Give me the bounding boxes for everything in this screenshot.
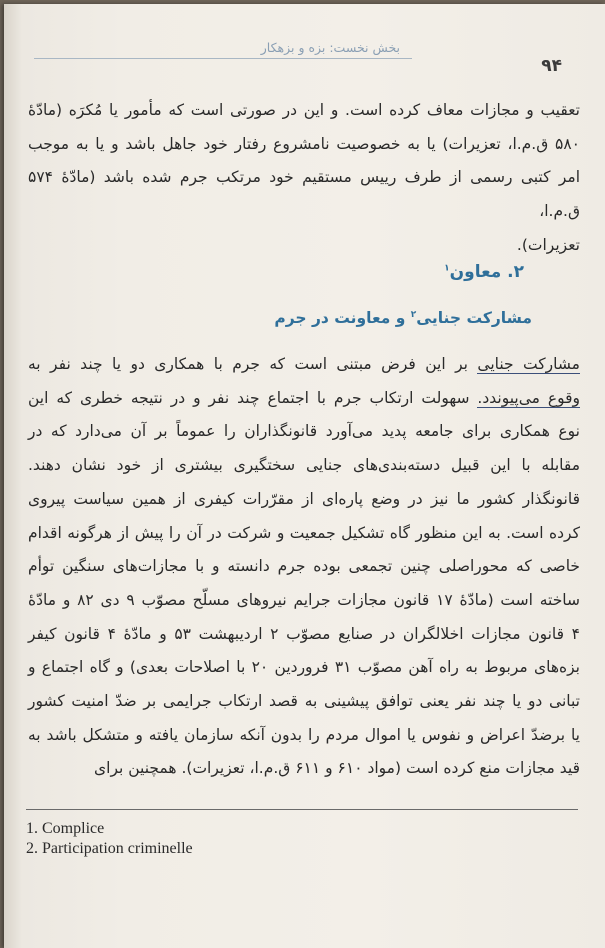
subsection-heading (244, 309, 532, 327)
text-line: کرده است. به این منظور گاه تشکیل جمعیت و شرکت در آن را پیش از هرگونه اقدام (28, 523, 580, 542)
header-rule (34, 58, 412, 59)
subsection-heading-part2: و معاونت در جرم (274, 309, 406, 327)
text-line: تبانی دو یا چند نفر یعنی توافق پیشینی به قصد ارتکاب جرایمی بر ضدّ امنیت کشور (28, 692, 580, 711)
top-paragraph (28, 94, 580, 263)
footnote-1: 1. Complice (26, 820, 105, 837)
text-line: نوع همکاری برای جامعه پدید می‌آورد قانونگذاران را عموماً بر آن می‌دارد که در (28, 422, 580, 441)
text-line: امر کتبی رسمی از طرف رییس مستقیم خود مرتکب جرم شده باشد (مادّهٔ ۵۷۴ ق.م.ا، (28, 168, 580, 221)
text-line (28, 382, 580, 416)
text-segment: سهولت ارتکاب جرم با اجتماع چند نفر و در نتیجه خطری که این (28, 388, 470, 407)
text-line: تعقیب و مجازات معاف کرده است. و این در صورتی است که مأمور یا مُکرَه (مادّهٔ (28, 101, 580, 119)
underlined-phrase: وقوع می‌پیوندد. (477, 388, 580, 407)
footnote-ref: ۲ (410, 309, 417, 320)
section-heading (304, 262, 524, 282)
footnote-ref: ۱ (444, 263, 450, 274)
footnotes (26, 819, 426, 859)
text-line: خاصی که محوراصلی چنین تجمعی بوده جرم دانسته و با مجازات‌های سنگین توأم (28, 557, 580, 576)
underlined-phrase: مشارکت جنایی (477, 355, 580, 373)
footnote-2: 2. Participation criminelle (26, 840, 193, 857)
running-head: بخش نخست: بزه و بزهکار (260, 40, 400, 55)
book-page (4, 4, 605, 948)
body-paragraph (28, 348, 580, 786)
page-number: ۹۴ (541, 56, 562, 76)
section-heading-text: ۲. معاون (449, 262, 524, 282)
text-segment: بر این فرض مبتنی است که جرم با همکاری دو یا چند نفر به (28, 355, 468, 373)
text-line: یا برضدّ اعراض و نفوس یا اموال مردم را بدون آنکه سازمان یافته و متشکل باشد به (28, 725, 580, 744)
text-line: ۴ قانون مجازات اخلالگران در صنایع مصوّب ۲ اردیبهشت ۵۳ و مادّهٔ ۴ قانون کیفر (28, 624, 580, 643)
text-line: قید مجازات منع کرده است (مواد ۶۱۰ و ۶۱۱ ق.م.ا، تعزیرات). همچنین برای (94, 759, 580, 778)
text-line: ۵۸۰ ق.م.ا، تعزیرات) یا به خصوصیت نامشروع رفتار خود جاهل باشد و یا به موجب (28, 134, 580, 153)
subsection-heading-part1: مشارکت جنایی (416, 309, 532, 327)
text-line: تعزیرات). (516, 235, 580, 254)
text-line: قانونگذار کشور ما نیز در وضع پاره‌ای از مقرّرات کیفری از همین سیاست پیروی (28, 489, 580, 508)
footnote-rule (26, 809, 578, 810)
text-line: ساخته است (مادّهٔ ۱۷ قانون مجازات جرایم نیروهای مسلّح مصوّب ۹ دی ۸۲ و مادّهٔ (28, 590, 580, 609)
text-line: مقابله با این قبیل دسته‌بندی‌های جنایی سختگیری بیشتری از خود نشان دهند. (28, 456, 580, 475)
text-line: بزه‌های مربوط به راه آهن مصوّب ۳۱ فروردین ۲۰ با اصلاحات بعدی) و گاه اجتماع و (28, 658, 580, 677)
text-line (28, 348, 580, 382)
